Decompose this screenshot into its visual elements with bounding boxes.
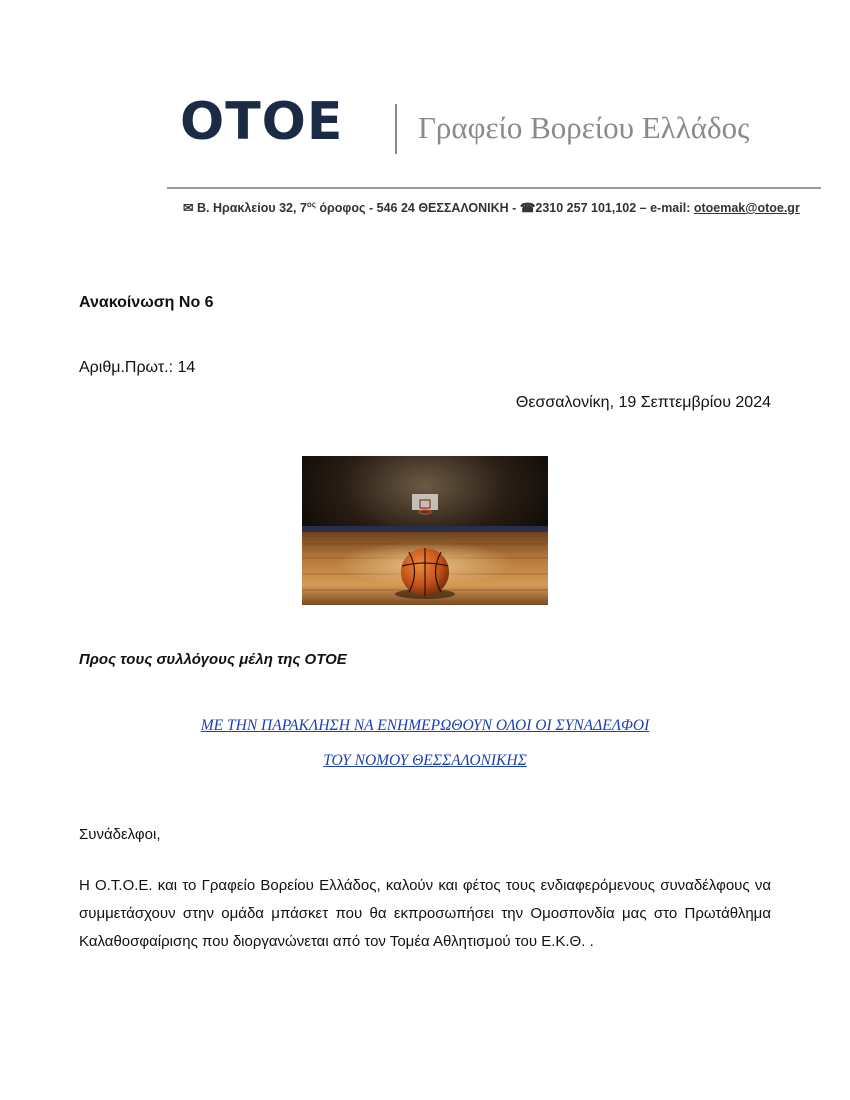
body-paragraph: Η Ο.Τ.Ο.Ε. και το Γραφείο Βορείου Ελλάδος, καλούν και φέτος τους ενδιαφερόμενους συναδέλφους να συμμετάσχουν στην ομάδα μπάσκετ που θα εκπροσωπήσει την Ομοσπονδία μας στο Πρωτάθλημα Καλαθοσφαίρισης που διοργανώνεται από τον Τομέα Αθλητισμού του Ε.Κ.Θ. . — [79, 877, 771, 950]
address-prefix: Β. Ηρακλείου 32, 7 — [196, 201, 307, 216]
otoe-logo: ΟΤΟΕ — [180, 92, 344, 152]
contact-line — [183, 197, 823, 216]
phone-text: 2310 257 101,102 – e-mail: — [535, 201, 694, 216]
floor-superscript: ος — [306, 200, 316, 209]
protocol-number: Αριθμ.Πρωτ.: 14 — [79, 359, 196, 376]
telephone-icon: ☎ — [519, 201, 536, 216]
office-name: Γραφείο Βορείου Ελλάδος — [418, 110, 750, 145]
recipients-line: Προς τους συλλόγους μέλη της ΟΤΟΕ — [79, 651, 347, 668]
basketball-court-image — [302, 456, 548, 605]
email-link[interactable]: otoemak@otoe.gr — [693, 201, 800, 216]
greeting: Συνάδελφοι, — [79, 826, 161, 843]
envelope-icon: ✉ — [183, 201, 194, 216]
notice-line-1: ΜΕ ΤΗΝ ΠΑΡΑΚΛΗΣΗ ΝΑ ΕΝΗΜΕΡΩΘΟΥΝ ΟΛΟΙ ΟΙ ΣΥΝΑΔΕΛΦΟΙ — [200, 717, 650, 734]
announcement-number: Ανακοίνωση Νο 6 — [79, 294, 214, 311]
logo-separator — [395, 104, 397, 154]
notice-line-2: ΤΟΥ ΝΟΜΟΥ ΘΕΣΣΑΛΟΝΙΚΗΣ — [323, 752, 527, 769]
address-rest: όροφος - 546 24 ΘΕΣΣΑΛΟΝΙΚΗ - — [315, 201, 520, 216]
letterhead-rule — [167, 187, 821, 189]
document-date: Θεσσαλονίκη, 19 Σεπτεμβρίου 2024 — [515, 394, 771, 411]
